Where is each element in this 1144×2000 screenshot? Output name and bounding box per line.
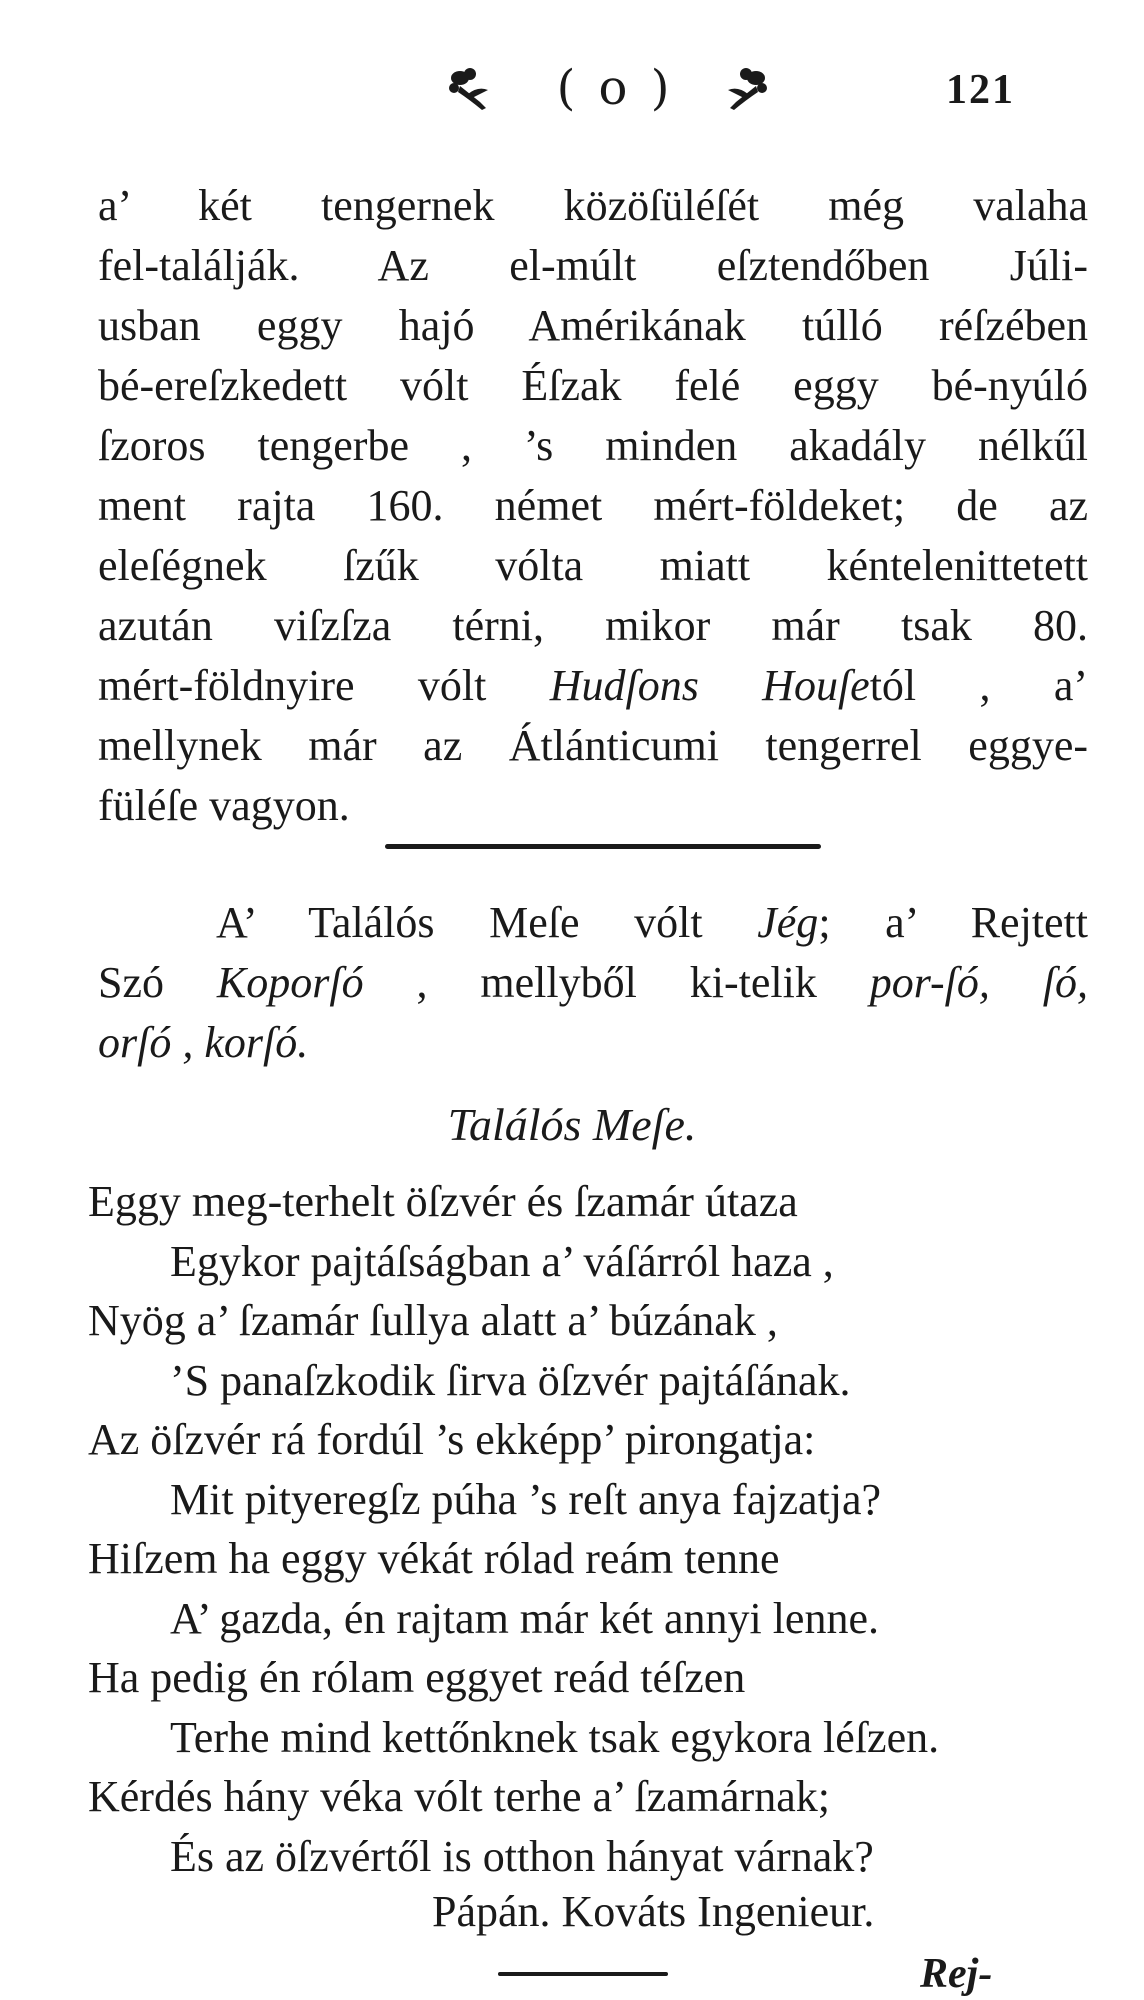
- answer-words: orſó , korſó.: [98, 1018, 309, 1067]
- text-line: füléſe vagyon.: [98, 781, 350, 830]
- catchword: Rej-: [920, 1951, 993, 1997]
- text-line: usban eggy hajó Amérikának túlló réſzében: [98, 301, 1088, 350]
- text-line-mixed: [98, 656, 1088, 716]
- text-line: ment rajta 160. német mért-földeket; de az: [98, 481, 1088, 530]
- text-segment: mért-földnyire vólt: [98, 661, 487, 710]
- text-line: a’ két tengernek közöſüléſét még valaha: [98, 181, 1088, 230]
- poem-line: Eggy meg-terhelt öſzvér és ſzamár útaza: [88, 1177, 798, 1226]
- poem-line: Egykor pajtáſságban a’ váſárról haza ,: [170, 1236, 834, 1286]
- answer-word: Koporſó: [216, 958, 364, 1007]
- answer-words: por-ſó, ſó,: [869, 958, 1088, 1007]
- text-segment: A’ Találós Meſe vólt: [216, 898, 758, 947]
- text-segment: , mellyből ki-telik: [363, 958, 870, 1007]
- text-line: azután viſzſza térni, mikor már tsak 80.: [98, 601, 1088, 650]
- header-marker: ( o ): [556, 60, 674, 116]
- floral-ornament-icon: [440, 64, 496, 114]
- text-segment: Szó: [98, 958, 217, 1007]
- poem-line: Ha pedig én rólam eggyet reád téſzen: [88, 1653, 746, 1702]
- place-name: Hudſons Houſe: [549, 661, 870, 710]
- text-line: bé-ereſzkedett vólt Éſzak felé eggy bé-nyúló: [98, 361, 1088, 410]
- answer-word: Jég: [757, 898, 819, 947]
- riddle-poem: [88, 1172, 1088, 1886]
- poem-line: ’S panaſzkodik ſirva öſzvér pajtáſának.: [170, 1355, 851, 1405]
- text-line: fel-találják. Az el-múlt eſztendőben Júli-: [98, 241, 1088, 290]
- text-segment: tól , a’: [869, 661, 1089, 710]
- bottom-divider: [498, 1972, 668, 1976]
- poem-line: És az öſzvértől is otthon hányat várnak?: [170, 1831, 874, 1881]
- poem-line: Mit pityeregſz púha ’s reſt anya fajzatja?: [170, 1474, 882, 1524]
- riddle-title: Találós Meſe.: [447, 1099, 697, 1150]
- text-segment: ; a’ Rejtett: [818, 898, 1088, 947]
- text-line: [98, 953, 1088, 1013]
- page-header: [0, 58, 1144, 128]
- section-divider: [385, 844, 821, 849]
- text-line: mellynek már az Átlánticumi tengerrel eggye-: [98, 721, 1088, 770]
- text-line: [98, 1013, 1088, 1073]
- poem-line: Hiſzem ha eggy vékát rólad reám tenne: [88, 1534, 780, 1583]
- text-line: eleſégnek ſzűk vólta miatt kéntelenittetett: [98, 541, 1088, 590]
- signature: Pápán. Kováts Ingenieur.: [432, 1887, 875, 1936]
- poem-line: Terhe mind kettőnknek tsak egykora léſzen.: [170, 1712, 940, 1762]
- poem-line: Az öſzvér rá fordúl ’s ekképp’ pirongatja:: [88, 1415, 816, 1464]
- poem-line: A’ gazda, én rajtam már két annyi lenne.: [170, 1593, 879, 1643]
- text-line: ſzoros tengerbe , ’s minden akadály nélkűl: [98, 421, 1088, 470]
- poem-line: Kérdés hány véka vólt terhe a’ ſzamárnak;: [88, 1772, 830, 1821]
- text-line: [98, 893, 1088, 953]
- poem-line: Nyög a’ ſzamár ſullya alatt a’ búzának ,: [88, 1296, 778, 1345]
- answer-paragraph: [98, 893, 1088, 1073]
- prose-paragraph: [98, 176, 1088, 836]
- page-number: 121: [946, 67, 1015, 113]
- floral-ornament-icon: [720, 64, 776, 114]
